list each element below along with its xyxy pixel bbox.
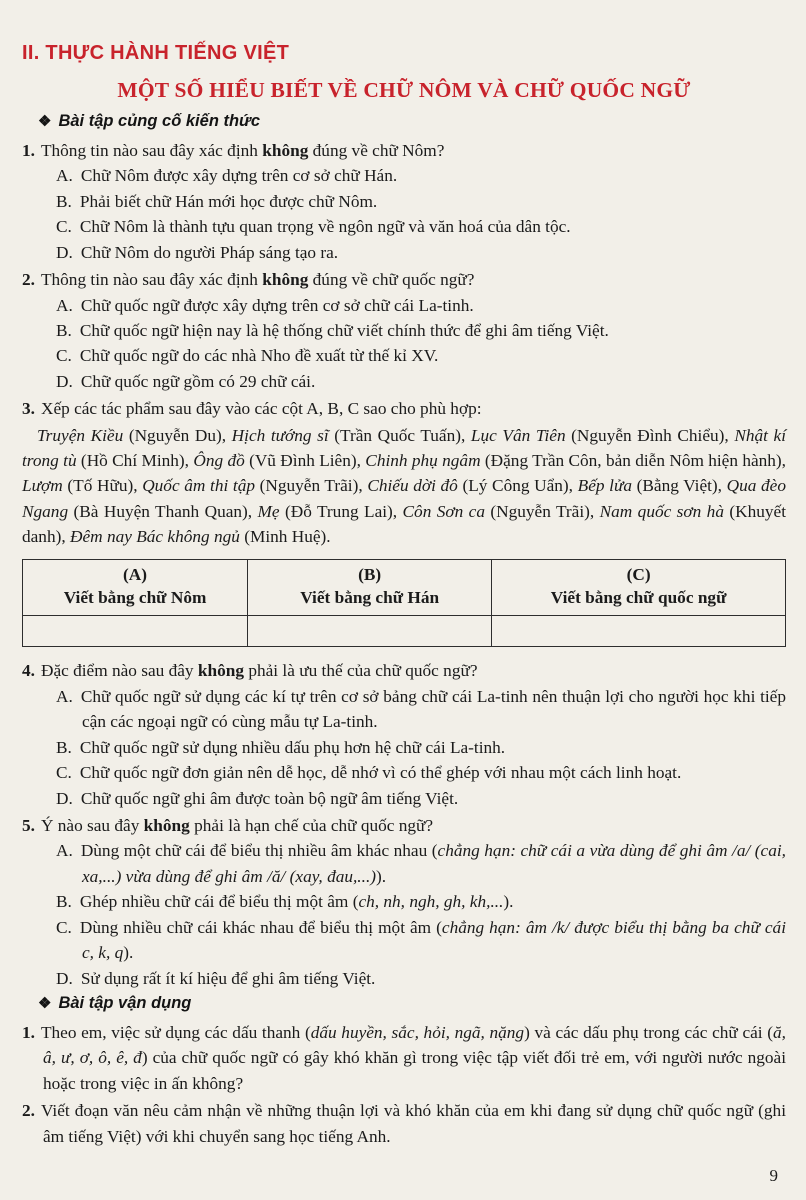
option-text: Chữ Nôm do người Pháp sáng tạo ra. [80, 242, 339, 262]
option-text: Chữ quốc ngữ sử dụng các kí tự trên cơ sở bảng chữ cái La-tinh nên thuận lợi cho người học khi tiếp cận các ngoại ngữ có cùng mẫu tự La-tinh. [80, 686, 786, 732]
question-4-option-b [22, 735, 786, 760]
section-heading: II. THỰC HÀNH TIẾNG VIỆT [22, 42, 290, 64]
exercise-heading-text: Bài tập củng cố kiến thức [58, 112, 261, 130]
column-tag: (A) [123, 564, 148, 584]
question-4-option-a [22, 684, 786, 735]
question-text: Đặc điểm nào sau đây không phải là ưu thế của chữ quốc ngữ? [40, 661, 478, 681]
application-question-2 [22, 1098, 786, 1149]
table-header-col-b [248, 559, 492, 616]
question-4 [22, 658, 786, 811]
exercise-heading-text: Bài tập vận dụng [58, 993, 192, 1012]
option-label: C. [56, 763, 72, 783]
option-text: Chữ quốc ngữ hiện nay là hệ thống chữ viết chính thức để ghi âm tiếng Việt. [79, 320, 609, 340]
question-3-stem [22, 396, 786, 421]
question-1 [22, 138, 786, 265]
question-text: Ý nào sau đây không phải là hạn chế của chữ quốc ngữ? [40, 815, 434, 835]
question-text: Theo em, việc sử dụng các dấu thanh (dấu huyền, sắc, hỏi, ngã, nặng) và các dấu phụ trong các chữ cái (ă, â, ư, ơ, ô, ê, đ) của chữ quốc ngữ có gây khó khăn gì trong việc tập viết đối trẻ em, với người nước ngoài hoặc trong việc in ấn không? [40, 1022, 786, 1093]
question-number: 4. [22, 661, 35, 681]
question-5-option-d [22, 966, 786, 991]
table-cell-b [248, 616, 492, 647]
question-1-option-a [22, 163, 786, 188]
question-2-option-c [22, 343, 786, 368]
option-label: A. [56, 166, 73, 186]
option-text: Ghép nhiều chữ cái để biểu thị một âm (ch, nh, ngh, gh, kh,...). [79, 892, 514, 912]
question-text: Viết đoạn văn nêu cảm nhận về những thuận lợi và khó khăn của em khi đang sử dụng chữ quốc ngữ (ghi âm tiếng Việt) với khi chuyển sang học tiếng Anh. [40, 1101, 786, 1146]
question-number: 5. [22, 815, 35, 835]
option-label: D. [56, 242, 73, 262]
question-number: 1. [22, 141, 35, 160]
option-label: C. [56, 346, 72, 366]
exercise-heading-consolidation [38, 112, 786, 131]
question-5-option-c [22, 915, 786, 966]
option-label: D. [56, 788, 73, 808]
question-number: 1. [22, 1022, 35, 1042]
question-1-option-b [22, 189, 786, 214]
page-title: MỘT SỐ HIỂU BIẾT VỀ CHỮ NÔM VÀ CHỮ QUỐC NGỮ [117, 78, 691, 102]
question-5-option-a [22, 838, 786, 889]
question-text: Thông tin nào sau đây xác định không đúng về chữ Nôm? [40, 141, 445, 160]
question-5-stem [22, 813, 786, 838]
option-label: C. [56, 917, 72, 937]
option-label: A. [56, 295, 73, 315]
question-text: Xếp các tác phẩm sau đây vào các cột A, B, C sao cho phù hợp: [40, 399, 482, 419]
table-header-col-c [492, 559, 786, 616]
question-5-option-b [22, 889, 786, 914]
option-label: B. [56, 320, 72, 340]
option-text: Chữ quốc ngữ do các nhà Nho đề xuất từ thế kỉ XV. [79, 346, 439, 366]
option-text: Phải biết chữ Hán mới học được chữ Nôm. [79, 191, 378, 211]
question-number: 3. [22, 399, 35, 419]
question-2 [22, 267, 786, 394]
option-label: B. [56, 737, 72, 757]
question-1-option-d [22, 240, 786, 265]
option-label: A. [56, 686, 73, 706]
works-list: Truyện Kiều (Nguyễn Du), Hịch tướng sĩ (Trần Quốc Tuấn), Lục Vân Tiên (Nguyễn Đình Chiểu), Nhật kí trong tù (Hồ Chí Minh), Ông đồ (Vũ Đình Liên), Chinh phụ ngâm (Đặng Trần Côn, bản diễn Nôm hiện hành), Lượm (Tố Hữu), Quốc âm thi tập (Nguyễn Trãi), Chiếu dời đô (Lý Công Uẩn), Bếp lửa (Bằng Việt), Qua đèo Ngang (Bà Huyện Thanh Quan), Mẹ (Đỗ Trung Lai), Côn Sơn ca (Nguyễn Trãi), Nam quốc sơn hà (Khuyết danh), Đêm nay Bác không ngủ (Minh Huệ). [22, 425, 787, 547]
question-text: Thông tin nào sau đây xác định không đúng về chữ quốc ngữ? [40, 270, 475, 290]
option-text: Chữ Nôm được xây dựng trên cơ sở chữ Hán. [80, 166, 398, 186]
classification-table [22, 559, 786, 648]
table-header-col-a [23, 559, 248, 616]
option-text: Chữ quốc ngữ gồm có 29 chữ cái. [80, 371, 316, 391]
table-header-row [23, 559, 786, 616]
page-number: 9 [769, 1166, 778, 1185]
question-4-option-c [22, 760, 786, 785]
option-label: B. [56, 892, 72, 912]
column-title: Viết bằng chữ Hán [300, 588, 440, 608]
question-1-option-c [22, 214, 786, 239]
column-tag: (B) [358, 564, 382, 584]
column-title: Viết bằng chữ quốc ngữ [550, 588, 727, 608]
question-4-stem [22, 658, 786, 683]
question-2-option-b [22, 318, 786, 343]
exercise-heading-application [38, 994, 786, 1013]
question-number: 2. [22, 1101, 35, 1121]
question-2-option-d [22, 369, 786, 394]
application-question-1 [22, 1020, 786, 1096]
diamond-bullet-icon: ❖ [38, 994, 52, 1012]
question-5 [22, 813, 786, 991]
option-text: Chữ quốc ngữ được xây dựng trên cơ sở chữ cái La-tinh. [80, 295, 474, 315]
question-number: 2. [22, 270, 35, 290]
application-question-2-stem [22, 1098, 786, 1149]
option-text: Dùng một chữ cái để biểu thị nhiều âm khác nhau (chẳng hạn: chữ cái a vừa dùng để ghi âm /a/ (cai, xa,...) vừa dùng để ghi âm /ă/ (xay, đau,...)). [80, 841, 786, 886]
option-text: Dùng nhiều chữ cái khác nhau để biểu thị một âm (chẳng hạn: âm /k/ được biểu thị bằng ba chữ cái c, k, q). [79, 917, 786, 963]
question-3 [22, 396, 786, 647]
option-label: A. [56, 841, 73, 861]
diamond-bullet-icon: ❖ [38, 113, 52, 130]
column-tag: (C) [626, 564, 651, 584]
question-1-stem [22, 138, 786, 163]
question-4-option-d [22, 786, 786, 811]
option-text: Chữ quốc ngữ ghi âm được toàn bộ ngữ âm tiếng Việt. [80, 788, 459, 808]
option-text: Chữ quốc ngữ sử dụng nhiều dấu phụ hơn hệ chữ cái La-tinh. [79, 737, 506, 757]
option-text: Sử dụng rất ít kí hiệu để ghi âm tiếng Việt. [80, 968, 376, 988]
option-label: C. [56, 217, 72, 237]
option-label: D. [56, 371, 73, 391]
question-2-stem [22, 267, 786, 292]
option-label: B. [56, 191, 72, 211]
option-text: Chữ Nôm là thành tựu quan trọng về ngôn ngữ và văn hoá của dân tộc. [79, 217, 571, 237]
option-label: D. [56, 968, 73, 988]
question-2-option-a [22, 293, 786, 318]
table-cell-c [492, 616, 786, 647]
table-empty-row [23, 616, 786, 647]
column-title: Viết bằng chữ Nôm [63, 588, 207, 608]
option-text: Chữ quốc ngữ đơn giản nên dễ học, dễ nhớ vì có thể ghép với nhau một cách linh hoạt. [79, 763, 682, 783]
table-cell-a [23, 616, 248, 647]
application-question-1-stem [22, 1020, 786, 1096]
